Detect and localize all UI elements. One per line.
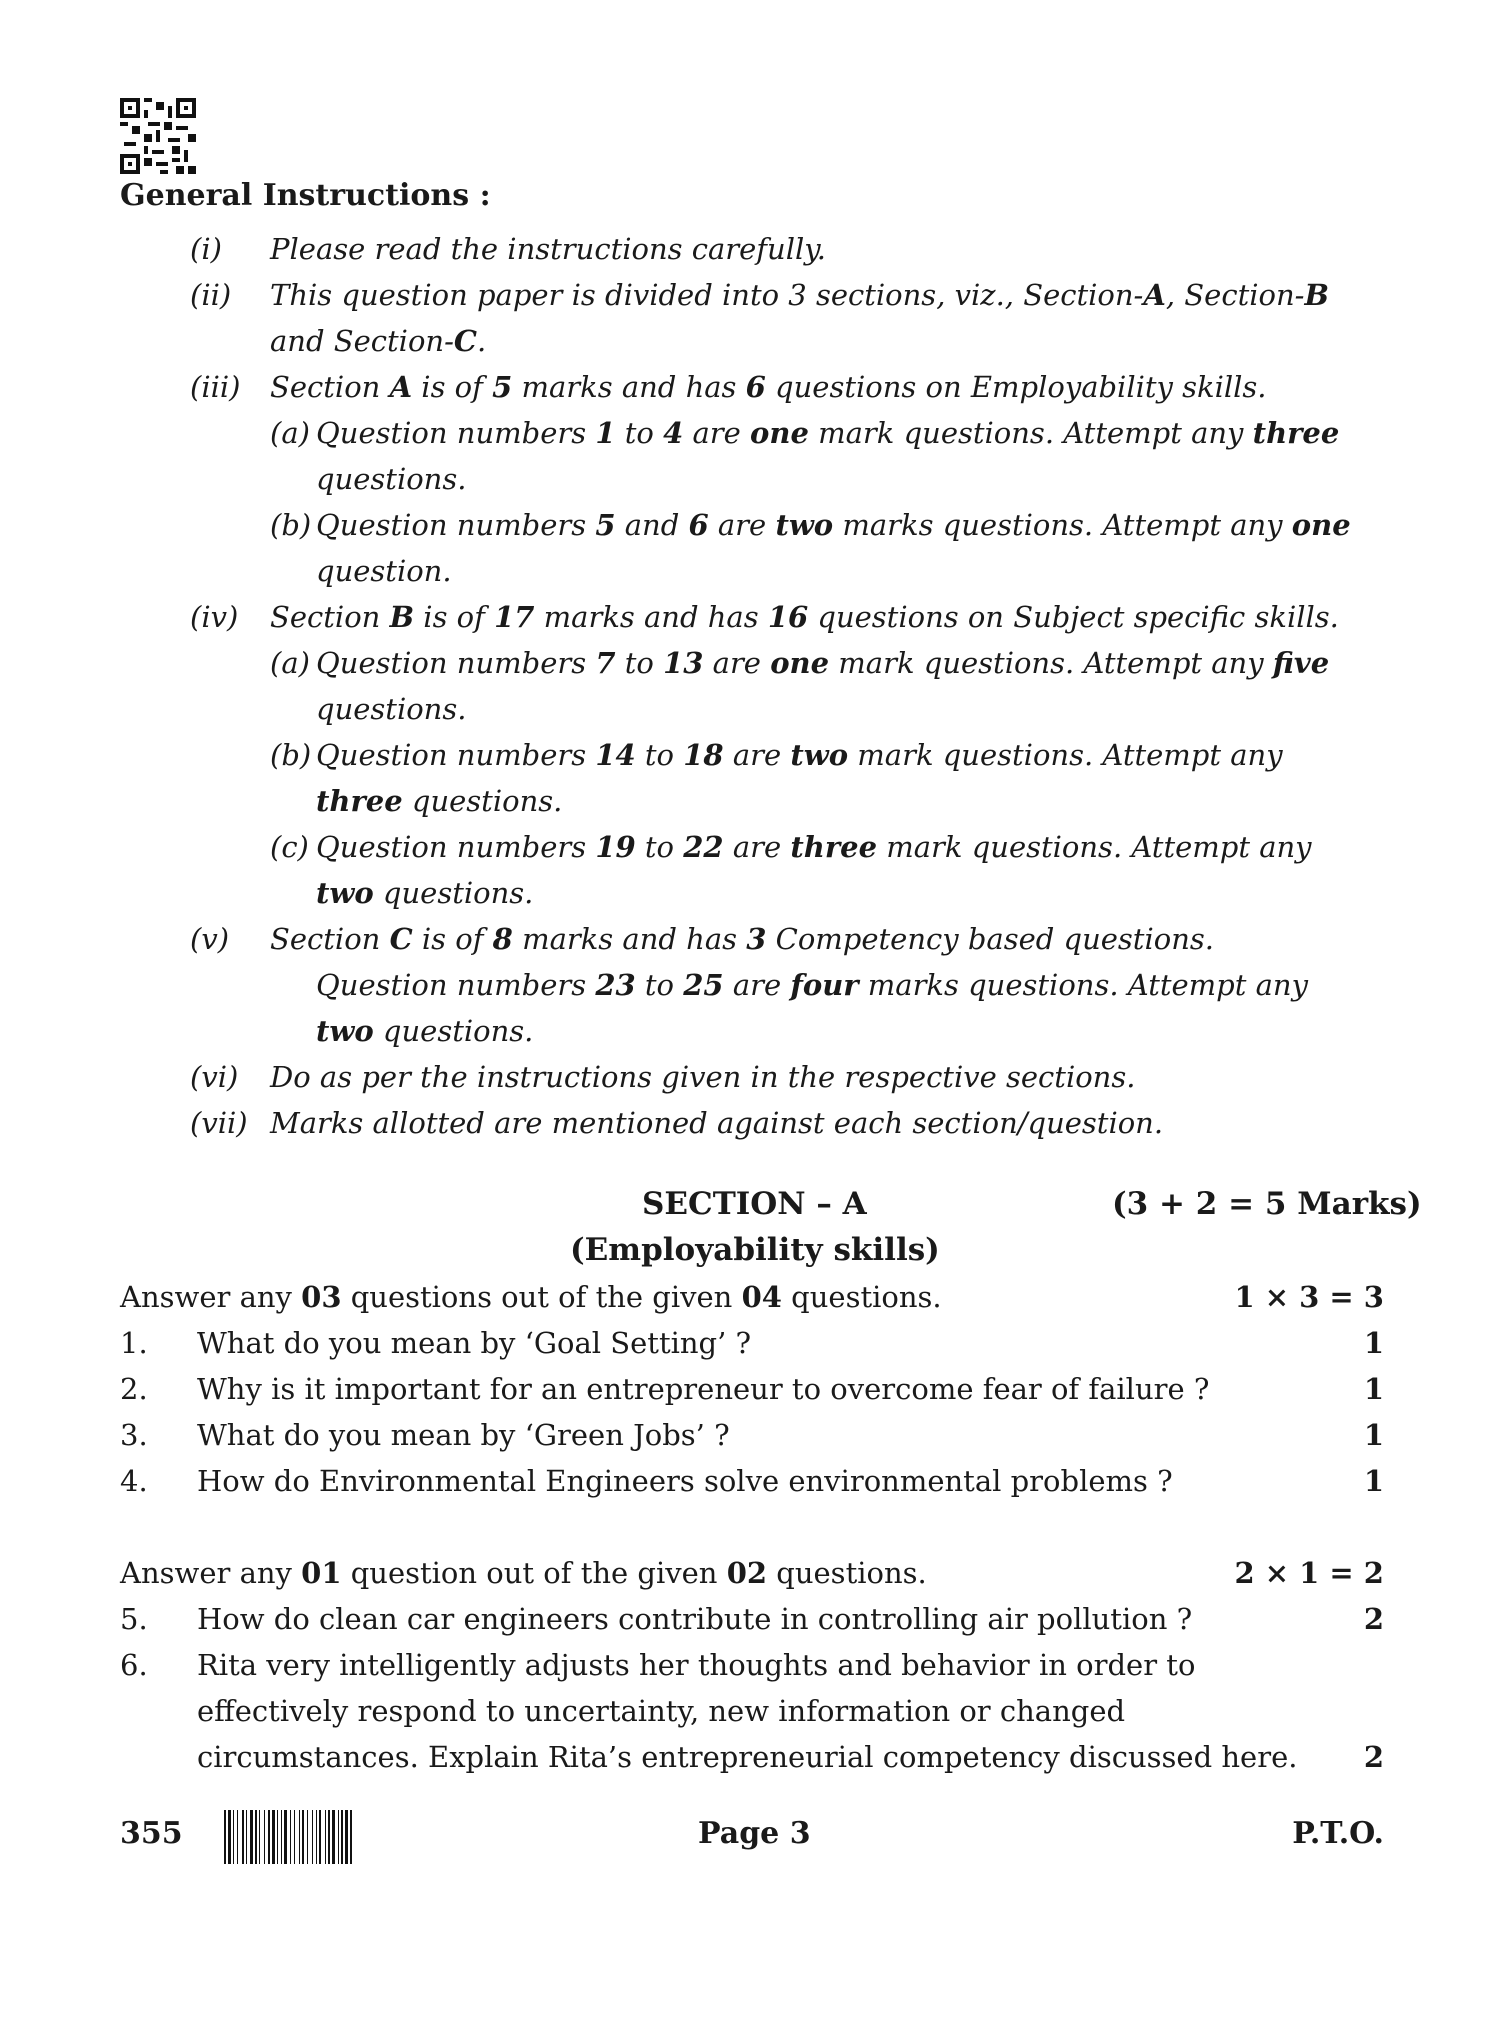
instruction-number: (i) (190, 232, 222, 266)
group2-intro: Answer any 01 question out of the given 02 questions. (120, 1556, 927, 1590)
instruction-detail: Question numbers 23 to 25 are four marks questions. Attempt any (316, 968, 1308, 1002)
sub-instruction-label: (b) (270, 508, 312, 542)
sub-instruction-text: Question numbers 7 to 13 are one mark questions. Attempt any five (316, 646, 1330, 680)
question-text: What do you mean by ‘Green Jobs’ ? (197, 1418, 730, 1452)
sub-instruction-text: Question numbers 5 and 6 are two marks questions. Attempt any one (316, 508, 1351, 542)
question-number: 5. (120, 1602, 148, 1636)
sub-instruction-text-cont: three questions. (316, 784, 563, 818)
instruction-text: Section B is of 17 marks and has 16 questions on Subject specific skills. (270, 600, 1339, 634)
question-marks: 1 (1363, 1464, 1384, 1498)
question-text-line: Rita very intelligently adjusts her thoughts and behavior in order to (197, 1648, 1196, 1682)
instruction-text: Do as per the instructions given in the respective sections. (270, 1060, 1136, 1094)
paper-code: 355 (120, 1816, 183, 1851)
instruction-text: This question paper is divided into 3 sections, viz., Section-A, Section-B (270, 278, 1329, 312)
sub-instruction-text: Question numbers 19 to 22 are three mark questions. Attempt any (316, 830, 1312, 864)
group2-marks: 2 × 1 = 2 (1234, 1556, 1384, 1590)
instruction-text: Section C is of 8 marks and has 3 Competency based questions. (270, 922, 1214, 956)
instruction-number: (v) (190, 922, 230, 956)
pto: P.T.O. (1292, 1816, 1384, 1851)
instruction-number: (iii) (190, 370, 241, 404)
sub-instruction-text: Question numbers 1 to 4 are one mark questions. Attempt any three (316, 416, 1340, 450)
sub-instruction-text: Question numbers 14 to 18 are two mark questions. Attempt any (316, 738, 1283, 772)
question-number: 3. (120, 1418, 148, 1452)
question-marks: 1 (1363, 1418, 1384, 1452)
group1-intro: Answer any 03 questions out of the given 04 questions. (120, 1280, 942, 1314)
instruction-text: Section A is of 5 marks and has 6 questions on Employability skills. (270, 370, 1267, 404)
question-marks: 1 (1363, 1326, 1384, 1360)
instruction-number: (ii) (190, 278, 232, 312)
sub-instruction-label: (b) (270, 738, 312, 772)
section-a-subtitle: (Employability skills) (570, 1232, 940, 1268)
question-text: Why is it important for an entrepreneur to overcome fear of failure ? (197, 1372, 1210, 1406)
sub-instruction-text-cont: two questions. (316, 876, 534, 910)
page-number: Page 3 (698, 1816, 811, 1851)
question-marks: 1 (1363, 1372, 1384, 1406)
question-marks: 2 (1363, 1602, 1384, 1636)
sub-instruction-text-cont: question. (316, 554, 452, 588)
sub-instruction-label: (c) (270, 830, 309, 864)
question-number: 1. (120, 1326, 148, 1360)
question-number: 4. (120, 1464, 148, 1498)
qr-code (120, 98, 196, 174)
barcode (224, 1810, 488, 1864)
section-a-marks: (3 + 2 = 5 Marks) (1112, 1186, 1422, 1222)
question-text: How do Environmental Engineers solve environmental problems ? (197, 1464, 1173, 1498)
question-text: What do you mean by ‘Goal Setting’ ? (197, 1326, 752, 1360)
instruction-number: (vi) (190, 1060, 239, 1094)
question-number: 2. (120, 1372, 148, 1406)
instruction-detail-cont: two questions. (316, 1014, 534, 1048)
sub-instruction-label: (a) (270, 416, 310, 450)
sub-instruction-text-cont: questions. (316, 462, 467, 496)
question-marks: 2 (1363, 1740, 1384, 1774)
section-a-title: SECTION – A (642, 1186, 867, 1222)
question-text-line: circumstances. Explain Rita’s entrepreneurial competency discussed here. (197, 1740, 1298, 1774)
instruction-text-cont: and Section-C. (270, 324, 487, 358)
general-instructions-heading: General Instructions : (120, 178, 491, 213)
instruction-text: Marks allotted are mentioned against each section/question. (270, 1106, 1164, 1140)
group1-marks: 1 × 3 = 3 (1234, 1280, 1384, 1314)
sub-instruction-label: (a) (270, 646, 310, 680)
question-text-line: effectively respond to uncertainty, new information or changed (197, 1694, 1126, 1728)
question-number: 6. (120, 1648, 148, 1682)
instruction-number: (iv) (190, 600, 239, 634)
sub-instruction-text-cont: questions. (316, 692, 467, 726)
question-text: How do clean car engineers contribute in controlling air pollution ? (197, 1602, 1193, 1636)
instruction-text: Please read the instructions carefully. (270, 232, 827, 266)
instruction-number: (vii) (190, 1106, 248, 1140)
